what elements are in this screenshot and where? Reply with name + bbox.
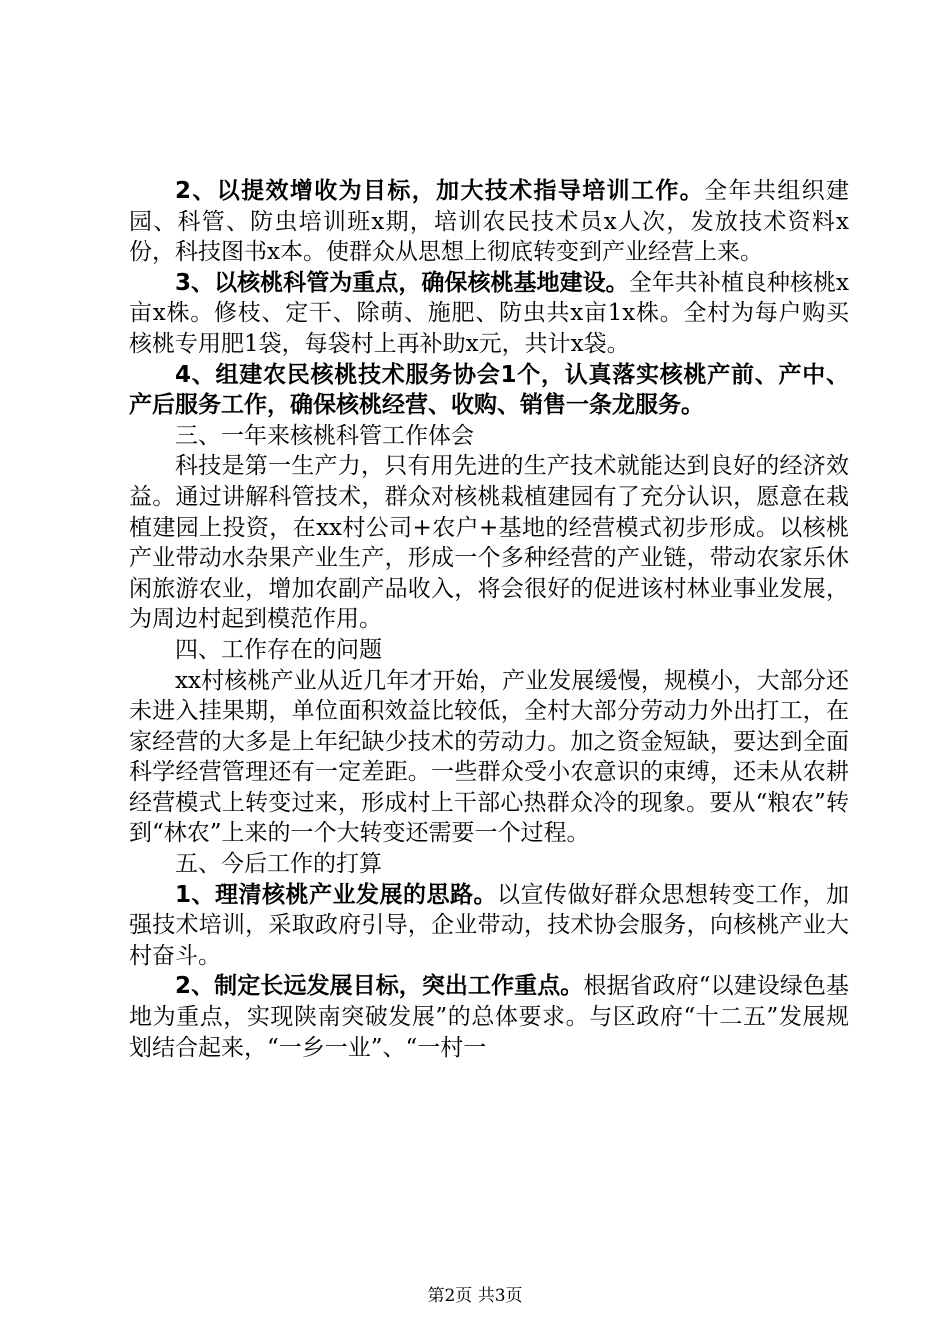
page-footer [0, 1281, 950, 1306]
section-5-item-2-text: 根据省政府“以建设绿色基地为重点，实现陕南突破发展”的总体要求。与区政府“十二五”发展规划结合起来，“一乡一业”、“一村一 [129, 973, 849, 1061]
item-3-text: 全年共补植良种核桃x亩x株。修枝、定干、除萌、施肥、防虫共x亩1x株。全村为每户购买核桃专用肥1袋，每袋村上再补助x元，共计x袋。 [129, 269, 849, 357]
item-2-text: 全年共组织建园、科管、防虫培训班x期，培训农民技术员x人次，发放技术资料x份，科技图书x本。使群众从思想上彻底转变到产业经营上来。 [129, 178, 849, 266]
section-5-item-1 [129, 880, 849, 972]
section-5-item-2 [129, 971, 849, 1063]
section-5-item-2-lead: 2、制定长远发展目标，突出工作重点。 [175, 973, 584, 1000]
section-5-heading: 五、今后工作的打算 [175, 851, 382, 878]
paragraph-item-3 [129, 268, 849, 360]
item-3-lead: 3、以核桃科管为重点，确保核桃基地建设。 [175, 269, 629, 296]
item-2-lead: 2、以提效增收为目标，加大技术指导培训工作。 [175, 178, 705, 204]
paragraph-item-4 [129, 360, 849, 421]
section-3-body: 科技是第一生产力，只有用先进的生产技术就能达到良好的经济效益。通过讲解科管技术，群众对核桃栽植建园有了充分认识，愿意在栽植建园上投资，在xx村公司+农户+基地的经营模式初步形成。以核桃产业带动水杂果产业生产，形成一个多种经营的产业链，带动农家乐休闲旅游农业，增加农副产品收入，将会很好的促进该村林业事业发展，为周边村起到模范作用。 [129, 453, 849, 633]
paragraph-item-2 [129, 176, 849, 268]
section-5-item-1-text: 以宣传做好群众思想转变工作，加强技术培训，采取政府引导，企业带动，技术协会服务，向核桃产业大村奋斗。 [129, 881, 849, 969]
section-4-body: xx村核桃产业从近几年才开始，产业发展缓慢，规模小，大部分还未进入挂果期，单位面积效益比较低，全村大部分劳动力外出打工，在家经营的大多是上年纪缺少技术的劳动力。加之资金短缺，要达到全面科学经营管理还有一定差距。一些群众受小农意识的束缚，还未从农耕经营模式上转变过来，形成村上干部心热群众冷的现象。要从“粮农”转到“林农”上来的一个大转变还需要一个过程。 [129, 667, 849, 847]
section-5-item-1-lead: 1、理清核桃产业发展的思路。 [175, 881, 497, 908]
section-3-heading: 三、一年来核桃科管工作体会 [175, 422, 474, 449]
document-body [129, 176, 849, 1063]
section-4-heading: 四、工作存在的问题 [175, 636, 382, 663]
item-4-lead: 4、组建农民核桃技术服务协会1个，认真落实核桃产前、产中、产后服务工作，确保核桃经营、收购、销售一条龙服务。 [129, 361, 849, 419]
page-number-label: 第2页 共3页 [427, 1286, 523, 1306]
